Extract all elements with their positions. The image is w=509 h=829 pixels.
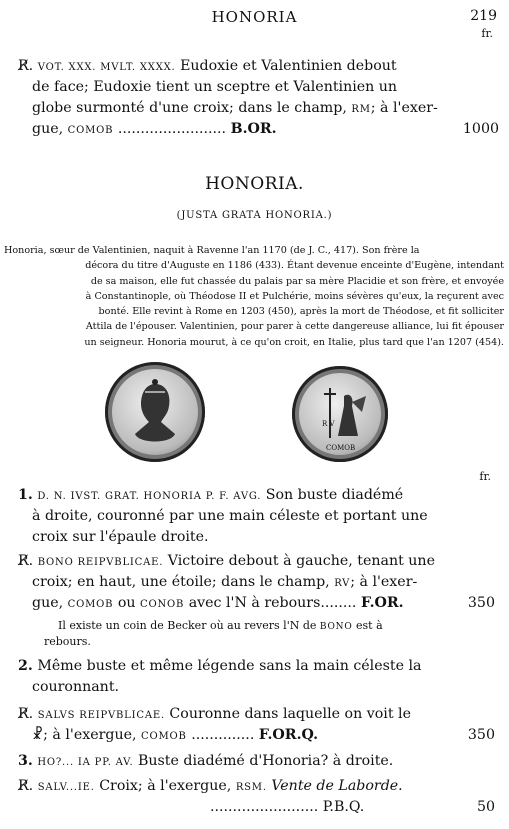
entry-text: gue, (32, 121, 64, 137)
note-text: Il existe un coin de Becker où au revers l'N de (58, 619, 317, 632)
entry-r2-line1 (18, 704, 411, 726)
entry-1-line3: croix sur l'épaule droite. (32, 529, 209, 545)
bio-line: à Constantinople, où Théodose II et Pulchérie, moins sévères qu'eux, la reçurent avec (85, 290, 504, 302)
price: 350 (467, 727, 495, 743)
exergue-mark: COMOB (67, 125, 114, 136)
entry-number: 1. (18, 487, 33, 503)
entry-r1-line1 (18, 551, 435, 573)
entry-text: gue, (32, 595, 64, 611)
metal-grade: B.OR. (230, 121, 277, 137)
entry-r2-line2 (32, 725, 318, 747)
coin-legend: SALV...IE. (37, 782, 95, 793)
exergue-mark: COMOB (67, 599, 114, 610)
coin-legend: VOT. XXX. MVLT. XXXX. (37, 62, 176, 73)
entry-2-line2: couronnant. (32, 679, 120, 695)
note-text: est à (356, 619, 383, 632)
mint-mark: RV (334, 578, 351, 589)
exergue-mark: CONOB (140, 599, 185, 610)
entry-text: Couronne dans laquelle on voit le (164, 706, 411, 722)
entry-text: ☧; à l'exergue, (32, 727, 137, 743)
running-head: HONORIA (211, 8, 298, 26)
leader-dots: .............. (191, 727, 255, 743)
coin-legend: D. N. IVST. GRAT. HONORIA P. F. AVG. (37, 491, 262, 502)
bio-line: Attila de l'épouser. Valentinien, pour parer à cette dangereuse alliance, lui fit épouser (85, 321, 504, 333)
unit-label: fr. (479, 470, 491, 483)
price: 1000 (462, 121, 499, 137)
entry-2-line1 (18, 656, 422, 676)
reverse-marker: R̸. (18, 553, 34, 569)
mint-mark: RM (351, 104, 371, 115)
entry-r3-line2 (210, 797, 364, 817)
bio-line: Honoria, sœur de Valentinien, naquit à Ravenne l'an 1170 (de J. C., 417). Son frère la (4, 245, 420, 256)
top-entry-line2: de face; Eudoxie tient un sceptre et Valentinien un (32, 79, 398, 95)
coin-legend: HO?... IA PP. AV. (37, 757, 134, 768)
entry-text: Buste diadémé d'Honoria? à droite. (133, 753, 394, 769)
reverse-marker: R̸. (18, 58, 34, 74)
section-title: HONORIA. (205, 174, 304, 194)
coin-legend: BONO REIPVBLICAE. (37, 557, 164, 568)
reverse-victory-illustration (292, 366, 388, 462)
entry-text: ; à l'exer- (350, 574, 418, 590)
top-entry-line4 (32, 119, 452, 141)
note-line1 (58, 619, 383, 632)
reverse-field-letters: R V (322, 420, 335, 428)
entry-text: globe surmonté d'une croix; dans le champ, (32, 100, 347, 116)
metal-grade: F.OR.Q. (258, 727, 319, 743)
top-entry-line1 (18, 56, 397, 78)
price: 50 (476, 799, 495, 815)
sale-reference: Vente de Laborde. (271, 778, 403, 794)
unit-label: fr. (481, 27, 493, 40)
price: 350 (467, 595, 495, 611)
reverse-exergue: COMOB (326, 444, 356, 452)
page-number: 219 (470, 8, 497, 24)
obverse-coin-image (105, 362, 205, 462)
bio-line: bonté. Elle revint à Rome en 1203 (450), après la mort de Théodose, et fit solliciter (98, 306, 504, 318)
leader-dots: ........................ (210, 799, 319, 815)
entry-r3-line1 (18, 776, 403, 798)
biography (4, 243, 504, 350)
bio-line: de sa maison, elle fut chassée du palais par sa mère Placidie et son frère, et envoyée (90, 275, 504, 287)
entry-text: Victoire debout à gauche, tenant une (163, 553, 435, 569)
leader-dots: ........................ (117, 121, 227, 137)
entry-text: avec l'N à rebours........ (188, 595, 357, 611)
entry-1-line1 (18, 485, 403, 507)
exergue-mark: COMOB (141, 731, 187, 742)
entry-r1-line2 (32, 572, 417, 594)
metal-grade: F.OR. (360, 595, 404, 611)
reverse-marker: R̸. (18, 706, 34, 722)
entry-r1-line3 (32, 593, 404, 615)
entry-1-line2: à droite, couronné par une main céleste et portant une (32, 508, 428, 524)
entry-text: Même buste et même légende sans la main céleste la (37, 658, 422, 674)
mint-mark: RSM. (235, 782, 267, 793)
entry-text: ou (117, 595, 136, 611)
entry-number: 2. (18, 658, 33, 674)
bio-line: un seigneur. Honoria mourut, à ce qu'on croit, en Italie, plus tard que l'an 1207 (454). (84, 336, 504, 348)
entry-text: Croix; à l'exergue, (94, 778, 232, 794)
entry-3-line1 (18, 751, 393, 773)
section-subtitle: (JUSTA GRATA HONORIA.) (176, 210, 333, 221)
top-entry-line3 (32, 98, 438, 120)
entry-number: 3. (18, 753, 33, 769)
entry-text: ; à l'exer- (370, 100, 438, 116)
reverse-marker: R̸. (18, 778, 34, 794)
entry-text: Son buste diadémé (261, 487, 404, 503)
entry-text: croix; en haut, une étoile; dans le champ, (32, 574, 330, 590)
obverse-bust-illustration (105, 362, 205, 462)
coin-legend: SALVS REIPVBLICAE. (37, 710, 165, 721)
entry-text: Eudoxie et Valentinien debout (180, 58, 397, 74)
bio-line: décora du titre d'Auguste en 1186 (433). Étant devenue enceinte d'Eugène, intendant (85, 260, 504, 272)
note-legend: BONO (319, 622, 353, 632)
note-line2: rebours. (44, 635, 91, 648)
metal-grade: P.B.Q. (322, 799, 365, 815)
reverse-coin-image (292, 366, 388, 462)
